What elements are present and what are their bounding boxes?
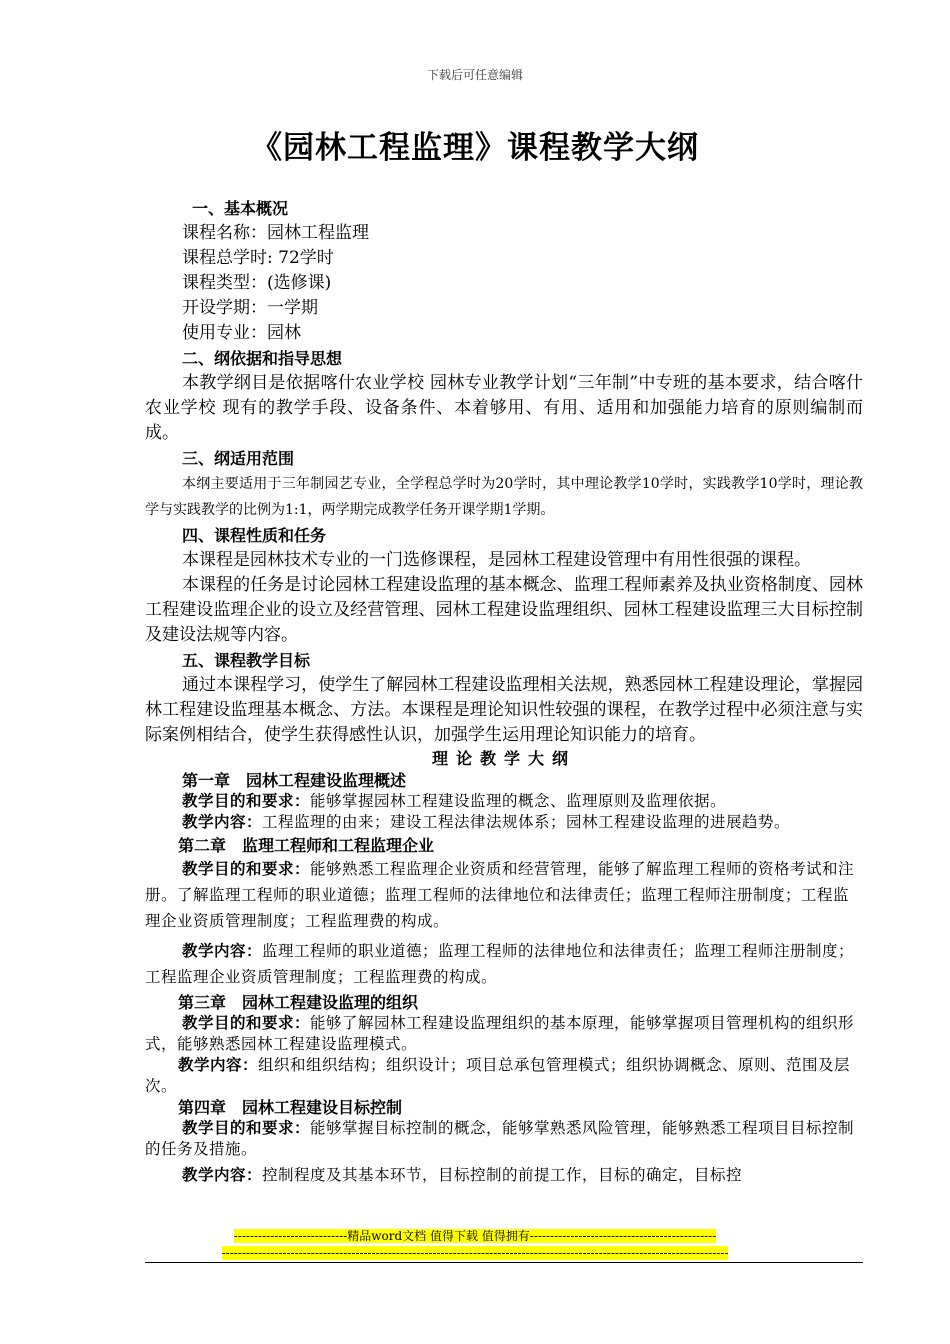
content-label: 教学内容： <box>182 813 263 831</box>
section-heading-5: 五、课程教学目标 <box>182 651 311 670</box>
field-total-hours: 课程总学时: 72学时 <box>182 248 334 268</box>
chapter-2-goal-text: 能够熟悉工程监理企业资质和经营管理，能够了解监理工程师的资格考试和注册。了解监理工程师的职业道德；监理工程师的法律地位和法律责任；监理工程师注册制度；工程监理企业资质管理制度；工程监理费的构成。 <box>145 860 855 930</box>
chapter-4-goal-text: 能够掌握目标控制的概念，能够掌熟悉风险管理，能够熟悉工程项目目标控制的任务及措施。 <box>145 1119 855 1158</box>
chapter-1-content <box>145 812 863 833</box>
chapter-1-goal-text: 能够掌握园林工程建设监理的概念、监理原则及监理依据。 <box>310 792 727 810</box>
field-semester: 开设学期：一学期 <box>182 298 318 318</box>
footer-line-1 <box>0 1228 950 1245</box>
chapter-2-content <box>145 938 863 990</box>
chapter-2-goal <box>145 856 863 934</box>
section2-body: 本教学纲目是依据喀什农业学校 园林专业教学计划“三年制”中专班的基本要求，结合喀什农业学校 现有的教学手段、设备条件、本着够用、有用、适用和加强能力培育的原则编制而成。 <box>145 373 863 443</box>
chapter-4-content-text: 控制程度及其基本环节，目标控制的前提工作，目标的确定，目标控 <box>262 1166 743 1184</box>
document-body <box>145 196 863 1186</box>
section4-body-2: 本课程的任务是讨论园林工程建设监理的基本概念、监理工程师素养及执业资格制度、园林工程建设监理企业的设立及经营管理、园林工程建设监理组织、园林工程建设监理三大目标控制及建设法规等内容。 <box>145 575 863 645</box>
goal-label: 教学目的和要求： <box>182 792 311 810</box>
chapter-1-goal <box>145 791 863 812</box>
chapter-3-title: 第三章 园林工程建设监理的组织 <box>178 993 419 1012</box>
chapter-2-title: 第二章 监理工程师和工程监理企业 <box>178 836 435 855</box>
field-course-name: 课程名称：园林工程监理 <box>182 223 369 243</box>
footer-divider <box>145 1262 863 1263</box>
chapter-4-goal <box>145 1118 863 1160</box>
content-label: 教学内容： <box>182 1166 263 1184</box>
chapter-3-content <box>145 1055 863 1097</box>
section3-body: 本纲主要适用于三年制园艺专业，全学程总学时为20学时，其中理论教学10学时，实践教学10学时，理论教学与实践教学的比例为1:1，两学期完成教学任务开课学期1学期。 <box>145 476 863 518</box>
page-footer <box>0 1228 950 1262</box>
chapter-3-goal-text: 能够了解园林工程建设监理组织的基本原理，能够掌握项目管理机构的组织形式，能够熟悉园林工程建设监理模式。 <box>145 1014 855 1053</box>
chapter-2-content-text: 监理工程师的职业道德；监理工程师的法律地位和法律责任；监理工程师注册制度；工程监理企业资质管理制度；工程监理费的构成。 <box>145 942 855 986</box>
section5-body: 通过本课程学习，使学生了解园林工程建设监理相关法规，熟悉园林工程建设理论，掌握园林工程建设监理基本概念、方法。本课程是理论知识性较强的课程，在教学过程中必须注意与实际案例相结合，使学生获得感性认识，加强学生运用理论知识能力的培育。 <box>145 675 863 745</box>
field-course-type: 课程类型：(选修课) <box>182 273 332 293</box>
field-major: 使用专业：园林 <box>182 323 301 343</box>
footer-line-1-text: ----------------------------精品word文档 值得下载 值得拥有---------------------------------------------- <box>233 1229 717 1243</box>
content-label: 教学内容： <box>178 1056 259 1074</box>
footer-line-2-text: ----------------------------------------------------------------------------------------------------------------------------- <box>221 1246 729 1260</box>
section-heading-4: 四、课程性质和任务 <box>182 526 327 545</box>
goal-label: 教学目的和要求： <box>182 1119 311 1137</box>
section-heading-3: 三、纲适用范围 <box>182 449 295 468</box>
section4-body-1: 本课程是园林技术专业的一门选修课程，是园林工程建设管理中有用性很强的课程。 <box>182 550 811 570</box>
chapter-3-goal <box>145 1013 863 1055</box>
section-heading-2: 二、纲依据和指导思想 <box>182 349 343 368</box>
document-title: 《园林工程监理》课程教学大纲 <box>251 130 699 166</box>
theory-outline-title: 理论教学大纲 <box>431 749 576 768</box>
chapter-4-content <box>145 1165 863 1186</box>
goal-label: 教学目的和要求： <box>182 1014 311 1032</box>
chapter-3-content-text: 组织和组织结构；组织设计；项目总承包管理模式；组织协调概念、原则、范围及层次。 <box>145 1056 851 1095</box>
page-header: 下载后可任意编辑 <box>426 68 523 82</box>
chapter-1-content-text: 工程监理的由来；建设工程法律法规体系；园林工程建设监理的进展趋势。 <box>262 813 791 831</box>
goal-label: 教学目的和要求： <box>182 860 311 878</box>
chapter-4-title: 第四章 园林工程建设目标控制 <box>178 1098 403 1117</box>
footer-line-2 <box>0 1245 950 1262</box>
content-label: 教学内容： <box>182 942 263 960</box>
section-heading-1: 一、基本概况 <box>192 199 289 218</box>
chapter-1-title: 第一章 园林工程建设监理概述 <box>182 771 407 790</box>
